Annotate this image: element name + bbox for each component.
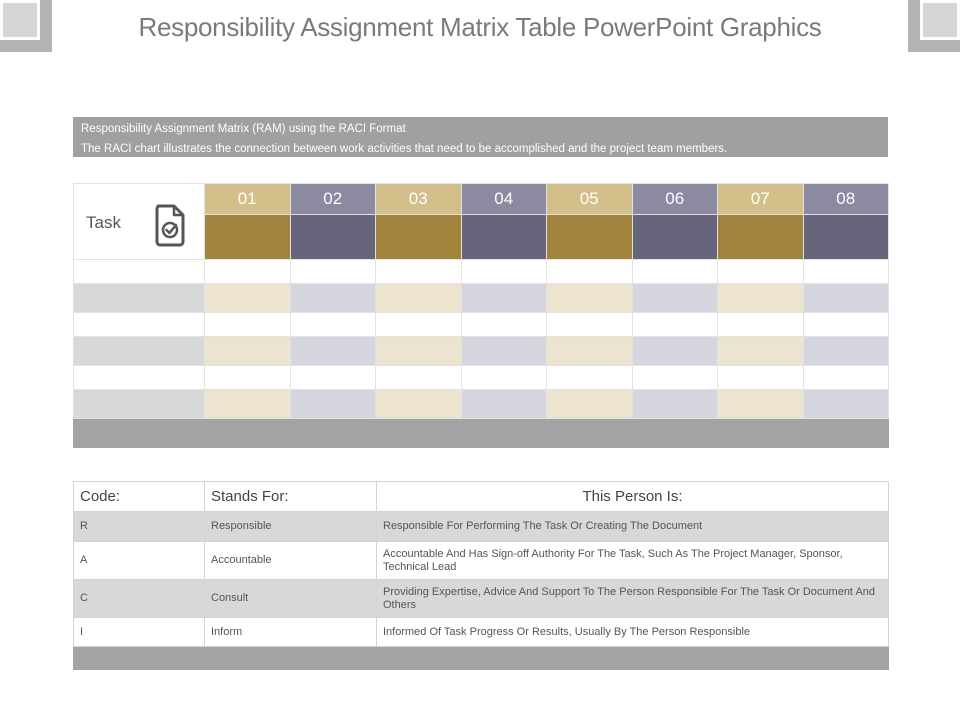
- matrix-cell[interactable]: [205, 366, 291, 390]
- matrix-cell[interactable]: [74, 313, 205, 337]
- legend-stands-for: Consult: [205, 580, 377, 618]
- matrix-cell[interactable]: [718, 284, 804, 313]
- matrix-cell[interactable]: [803, 366, 889, 390]
- legend-row: [74, 618, 889, 647]
- matrix-cell[interactable]: [803, 260, 889, 284]
- matrix-cell[interactable]: [74, 366, 205, 390]
- matrix-cell[interactable]: [376, 284, 462, 313]
- matrix-cell[interactable]: [290, 366, 376, 390]
- column-header-08: 08: [803, 184, 889, 215]
- matrix-cell[interactable]: [547, 366, 633, 390]
- matrix-cell[interactable]: [74, 337, 205, 366]
- legend-header-code: Code:: [74, 482, 205, 512]
- page-title: Responsibility Assignment Matrix Table PowerPoint Graphics: [138, 12, 822, 42]
- legend-description: Providing Expertise, Advice And Support To The Person Responsible For The Task Or Document And Others: [377, 580, 889, 618]
- matrix-cell[interactable]: [803, 284, 889, 313]
- column-header-07: 07: [718, 184, 804, 215]
- matrix-cell[interactable]: [74, 284, 205, 313]
- task-header-cell: [74, 184, 205, 260]
- matrix-cell[interactable]: [718, 390, 804, 419]
- matrix-cell[interactable]: [74, 260, 205, 284]
- matrix-cell[interactable]: [376, 260, 462, 284]
- matrix-cell[interactable]: [205, 313, 291, 337]
- matrix-cell[interactable]: [461, 284, 547, 313]
- column-swatch: [461, 215, 547, 260]
- matrix-cell[interactable]: [632, 313, 718, 337]
- column-swatch: [376, 215, 462, 260]
- matrix-cell[interactable]: [205, 337, 291, 366]
- column-header-01: 01: [205, 184, 291, 215]
- legend-row: [74, 542, 889, 580]
- matrix-cell[interactable]: [803, 337, 889, 366]
- matrix-cell[interactable]: [461, 337, 547, 366]
- matrix-cell[interactable]: [205, 284, 291, 313]
- matrix-row: [74, 313, 889, 337]
- column-swatch: [547, 215, 633, 260]
- matrix-cell[interactable]: [718, 366, 804, 390]
- legend-footer-band: [74, 647, 889, 670]
- matrix-row: [74, 337, 889, 366]
- column-swatch: [718, 215, 804, 260]
- matrix-cell[interactable]: [205, 390, 291, 419]
- description-box: [73, 117, 888, 157]
- legend-row: [74, 512, 889, 542]
- legend-code: A: [74, 542, 205, 580]
- column-swatch: [803, 215, 889, 260]
- legend-code: C: [74, 580, 205, 618]
- column-header-04: 04: [461, 184, 547, 215]
- matrix-cell[interactable]: [290, 313, 376, 337]
- matrix-cell[interactable]: [290, 337, 376, 366]
- column-swatch: [205, 215, 291, 260]
- description-heading: Responsibility Assignment Matrix (RAM) using the RACI Format: [81, 123, 406, 135]
- matrix-cell[interactable]: [376, 366, 462, 390]
- legend-header-this-person-is: This Person Is:: [377, 482, 889, 512]
- matrix-cell[interactable]: [205, 260, 291, 284]
- task-label: Task: [86, 213, 121, 232]
- legend-stands-for: Inform: [205, 618, 377, 647]
- matrix-cell[interactable]: [718, 260, 804, 284]
- matrix-cell[interactable]: [461, 366, 547, 390]
- matrix-cell[interactable]: [547, 260, 633, 284]
- column-header-02: 02: [290, 184, 376, 215]
- matrix-cell[interactable]: [461, 313, 547, 337]
- matrix-cell[interactable]: [290, 260, 376, 284]
- matrix-row: [74, 284, 889, 313]
- column-header-05: 05: [547, 184, 633, 215]
- matrix-cell[interactable]: [718, 337, 804, 366]
- legend-stands-for: Responsible: [205, 512, 377, 542]
- description-text: The RACI chart illustrates the connection between work activities that need to be accomplished and the project team members.: [81, 143, 728, 155]
- matrix-row: [74, 390, 889, 419]
- column-swatch: [290, 215, 376, 260]
- matrix-cell[interactable]: [461, 260, 547, 284]
- matrix-cell[interactable]: [376, 390, 462, 419]
- column-header-06: 06: [632, 184, 718, 215]
- legend-row: [74, 580, 889, 618]
- legend-header-row: [74, 482, 889, 512]
- matrix-cell[interactable]: [376, 313, 462, 337]
- raci-legend-table: [73, 481, 889, 670]
- matrix-cell[interactable]: [632, 390, 718, 419]
- legend-description: Informed Of Task Progress Or Results, Usually By The Person Responsible: [377, 618, 889, 647]
- legend-stands-for: Accountable: [205, 542, 377, 580]
- legend-description: Accountable And Has Sign-off Authority For The Task, Such As The Project Manager, Sponsor, Technical Lead: [377, 542, 889, 580]
- legend-header-stands-for: Stands For:: [205, 482, 377, 512]
- raci-matrix: [73, 183, 889, 448]
- matrix-cell[interactable]: [718, 313, 804, 337]
- matrix-cell[interactable]: [74, 390, 205, 419]
- document-check-icon: [154, 203, 186, 247]
- matrix-cell[interactable]: [632, 284, 718, 313]
- legend-description: Responsible For Performing The Task Or Creating The Document: [377, 512, 889, 542]
- legend-code: R: [74, 512, 205, 542]
- matrix-cell[interactable]: [632, 366, 718, 390]
- matrix-cell[interactable]: [547, 313, 633, 337]
- matrix-cell[interactable]: [803, 313, 889, 337]
- matrix-cell[interactable]: [290, 390, 376, 419]
- matrix-cell[interactable]: [547, 284, 633, 313]
- matrix-cell[interactable]: [461, 390, 547, 419]
- matrix-cell[interactable]: [803, 390, 889, 419]
- column-header-03: 03: [376, 184, 462, 215]
- matrix-row: [74, 260, 889, 284]
- matrix-footer-band: [74, 419, 889, 448]
- matrix-cell[interactable]: [290, 284, 376, 313]
- matrix-cell[interactable]: [547, 390, 633, 419]
- matrix-cell[interactable]: [632, 337, 718, 366]
- matrix-row: [74, 366, 889, 390]
- matrix-cell[interactable]: [547, 337, 633, 366]
- matrix-cell[interactable]: [632, 260, 718, 284]
- column-swatch: [632, 215, 718, 260]
- matrix-cell[interactable]: [376, 337, 462, 366]
- legend-code: I: [74, 618, 205, 647]
